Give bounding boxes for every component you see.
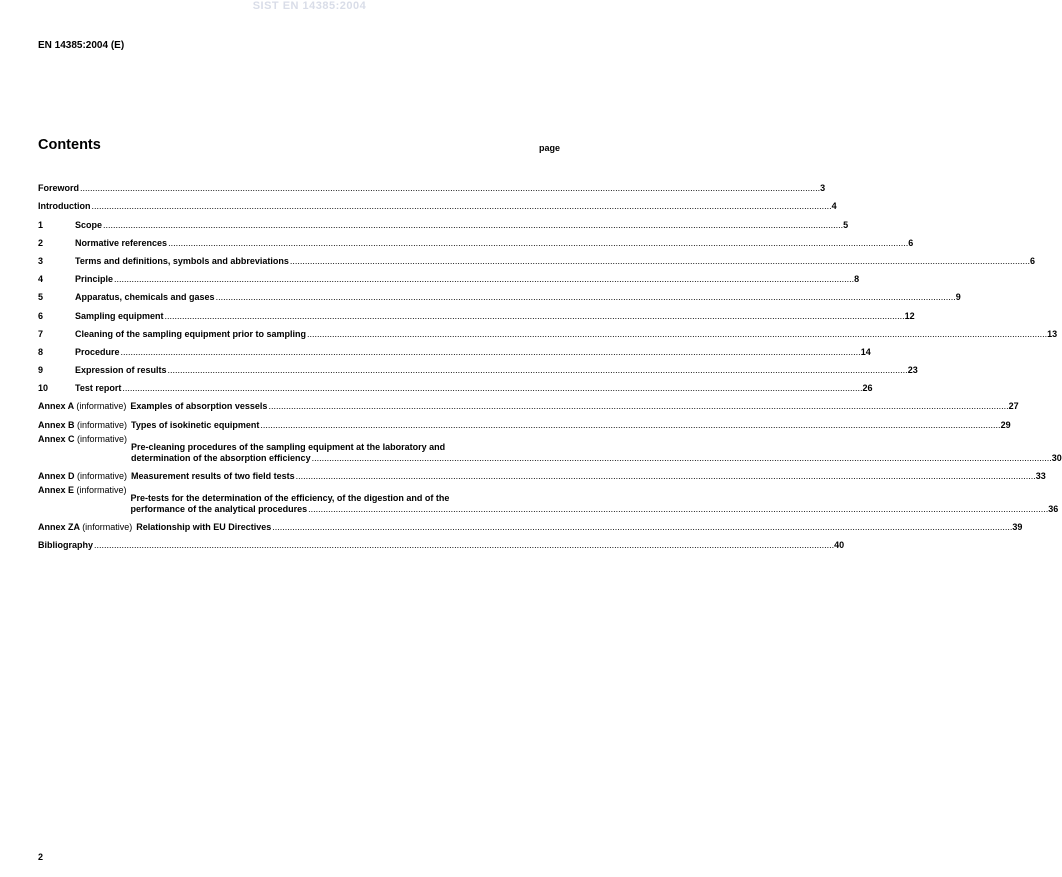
annex-id: Annex B <box>38 419 75 430</box>
annex-id: Annex ZA <box>38 522 80 532</box>
toc-entry-annex-c[interactable] <box>38 431 1062 464</box>
annex-status: (informative) <box>77 433 128 444</box>
toc-page: 3 <box>820 183 826 194</box>
toc-page: 26 <box>862 383 873 394</box>
clause-number: 8 <box>38 346 44 357</box>
clause-number: 10 <box>38 383 49 394</box>
leader-dots <box>215 292 956 303</box>
toc-label: Cleaning of the sampling equipment prior to sampling <box>75 328 307 339</box>
toc-entry-annex-d[interactable] <box>38 464 1046 482</box>
clause-number: 2 <box>38 237 44 248</box>
toc-label: Principle <box>75 274 114 285</box>
annex-prefix <box>38 522 132 533</box>
toc-entry-introduction[interactable] <box>38 194 837 212</box>
leader-dots <box>271 522 1012 533</box>
toc-label: Bibliography <box>38 540 94 551</box>
toc-page: 33 <box>1035 470 1046 481</box>
clause-number: 9 <box>38 365 44 376</box>
toc-label: Introduction <box>38 201 91 212</box>
leader-dots <box>91 201 832 212</box>
toc-label: Test report <box>75 383 122 394</box>
clause-number: 5 <box>38 292 44 303</box>
toc-entry-foreword[interactable] <box>38 176 826 194</box>
toc-entry-annex-b[interactable] <box>38 412 1011 430</box>
toc-label: Apparatus, chemicals and gases <box>75 292 215 303</box>
toc-page: 23 <box>907 365 918 376</box>
clause-number: 7 <box>38 328 44 339</box>
toc-label-line1: Pre-cleaning procedures of the sampling equipment at the laboratory and <box>131 441 446 452</box>
toc-entry-clause-7[interactable] <box>38 322 1058 340</box>
toc-label: Normative references <box>75 237 168 248</box>
toc-entry-bibliography[interactable] <box>38 533 845 551</box>
document-id: EN 14385:2004 (E) <box>38 40 125 51</box>
toc-label: Expression of results <box>75 365 167 376</box>
leader-dots <box>259 420 1000 431</box>
watermark <box>0 0 619 12</box>
leader-dots <box>167 365 908 376</box>
toc-page: 6 <box>908 237 914 248</box>
leader-dots <box>113 274 854 285</box>
toc-label: Procedure <box>75 346 120 357</box>
toc-label-line1: Pre-tests for the determination of the efficiency, of the digestion and of the <box>130 492 450 503</box>
toc-entry-clause-1[interactable] <box>38 212 849 230</box>
toc-entry-clause-3[interactable] <box>38 249 1036 267</box>
toc-label: Sampling equipment <box>75 310 164 321</box>
toc-label: Foreword <box>38 183 80 194</box>
annex-id: Annex E <box>38 484 75 495</box>
leader-dots <box>102 220 843 231</box>
toc-entry-annex-a[interactable] <box>38 394 1019 412</box>
toc-page: 12 <box>904 310 915 321</box>
toc-label-line2: determination of the absorption efficiency <box>131 452 311 463</box>
clause-number: 1 <box>38 219 44 230</box>
annex-prefix <box>38 471 127 482</box>
leader-dots <box>93 540 834 551</box>
annex-status: (informative) <box>77 419 128 430</box>
toc-page: 6 <box>1030 255 1036 266</box>
annex-status: (informative) <box>77 470 128 481</box>
toc-entry-clause-10[interactable] <box>38 376 873 394</box>
toc-page: 8 <box>854 274 860 285</box>
leader-dots <box>164 311 905 322</box>
toc-label-line2: performance of the analytical procedures <box>130 503 308 514</box>
page-column-label: page <box>539 143 561 153</box>
toc-entry-clause-6[interactable] <box>38 303 915 321</box>
annex-status: (informative) <box>76 484 127 495</box>
toc-page: 30 <box>1051 452 1062 463</box>
toc-entry-clause-9[interactable] <box>38 358 918 376</box>
leader-dots <box>167 238 908 249</box>
leader-dots <box>311 453 1052 464</box>
annex-title-block <box>130 492 1059 515</box>
toc-page: 5 <box>843 219 849 230</box>
annex-id: Annex D <box>38 470 75 481</box>
toc-entry-clause-2[interactable] <box>38 231 914 249</box>
clause-number: 4 <box>38 274 44 285</box>
leader-dots <box>79 183 820 194</box>
toc-page: 29 <box>1000 419 1011 430</box>
annex-prefix <box>38 482 127 496</box>
annex-id: Annex A <box>38 401 74 412</box>
annex-title-line2 <box>131 452 1062 464</box>
leader-dots <box>306 329 1047 340</box>
toc-label: Scope <box>75 219 103 230</box>
toc-page: 13 <box>1047 328 1058 339</box>
clause-number: 6 <box>38 310 44 321</box>
toc-page: 14 <box>860 346 871 357</box>
page-number: 2 <box>38 852 44 862</box>
toc-page: 39 <box>1012 522 1023 532</box>
watermark-text: SIST EN 14385:2004 <box>252 0 367 12</box>
annex-prefix <box>38 401 126 412</box>
annex-status: (informative) <box>76 401 127 412</box>
leader-dots <box>267 401 1008 412</box>
contents-title: Contents <box>38 137 101 153</box>
toc-entry-clause-4[interactable] <box>38 267 860 285</box>
toc-entry-clause-8[interactable] <box>38 340 871 358</box>
annex-title-line2 <box>130 503 1059 515</box>
toc-page: 40 <box>834 540 845 551</box>
annex-status: (informative) <box>82 522 133 532</box>
toc-entry-annex-za[interactable] <box>38 515 1023 533</box>
toc-label: Relationship with EU Directives <box>136 522 272 532</box>
leader-dots <box>295 471 1036 482</box>
annex-prefix <box>38 431 127 445</box>
toc-page: 36 <box>1048 503 1059 514</box>
toc-label: Measurement results of two field tests <box>131 470 295 481</box>
annex-prefix <box>38 420 127 431</box>
leader-dots <box>120 347 861 358</box>
leader-dots <box>307 504 1048 515</box>
toc-label: Types of isokinetic equipment <box>131 419 260 430</box>
toc-page: 9 <box>955 292 961 303</box>
annex-title-block <box>131 441 1062 464</box>
toc-entry-annex-e[interactable] <box>38 482 1059 515</box>
clause-number: 3 <box>38 255 44 266</box>
leader-dots <box>289 256 1030 267</box>
toc-page: 27 <box>1008 401 1019 412</box>
annex-id: Annex C <box>38 433 75 444</box>
toc-label: Examples of absorption vessels <box>130 401 268 412</box>
toc-label: Terms and definitions, symbols and abbreviations <box>75 255 289 266</box>
toc-entry-clause-5[interactable] <box>38 285 961 303</box>
table-of-contents <box>38 176 1062 551</box>
leader-dots <box>121 383 862 394</box>
toc-page: 4 <box>831 201 837 212</box>
